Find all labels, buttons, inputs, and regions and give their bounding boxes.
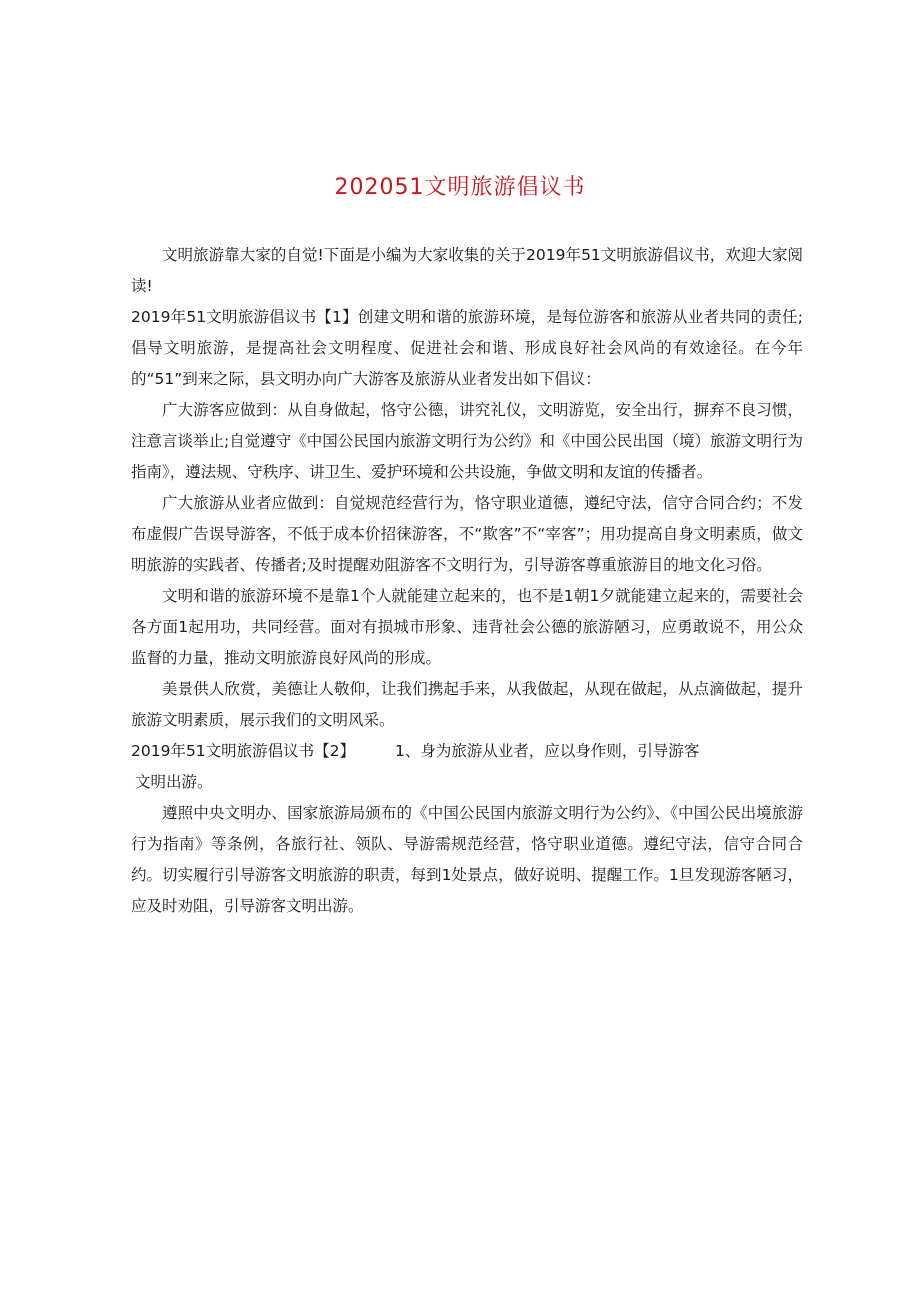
closing-paragraph: 美景供人欣赏，美德让人敬仰，让我们携起手来，从我做起，从现在做起，从点滴做起，提升旅游文明素质，展示我们的文明风采。 [131, 680, 803, 729]
document-body [131, 240, 803, 922]
environment-paragraph: 文明和谐的旅游环境不是靠1个人就能建立起来的，也不是1朝1夕就能建立起来的，需要社会各方面1起用功，共同经营。面对有损城市形象、违背社会公德的旅游陋习，应勇敢说不，用公众监督的力量，推动文明旅游良好风尚的形成。 [131, 587, 803, 667]
section-2-item-1-continuation: 文明出游。 [135, 773, 213, 791]
section-2-item-1: 1、身为旅游从业者，应以身作则，引导游客 [395, 742, 700, 760]
document-title: 202051文明旅游倡议书 [334, 175, 586, 200]
guidelines-paragraph: 遵照中央文明办、国家旅游局颁布的《中国公民国内旅游文明行为公约》、《中国公民出境旅游行为指南》等条例，各旅行社、领队、导游需规范经营，恪守职业道德。遵纪守法，信守合同合约。切实履行引导游客文明旅游的职责，每到1处景点，做好说明、提醒工作。1旦发现游客陋习，应及时劝阻，引导游客文明出游。 [131, 804, 803, 915]
intro-paragraph: 文明旅游靠大家的自觉!下面是小编为大家收集的关于2019年51文明旅游倡议书，欢迎大家阅读! [131, 246, 803, 295]
section-2-heading: 2019年51文明旅游倡议书【2】 [131, 742, 356, 760]
section-2-line [131, 736, 803, 767]
tourists-paragraph: 广大游客应做到：从自身做起，恪守公德，讲究礼仪，文明游览，安全出行，摒弃不良习惯，注意言谈举止;自觉遵守《中国公民国内旅游文明行为公约》和《中国公民出国（境）旅游文明行为指南》，遵法规、守秩序、讲卫生、爱护环境和公共设施，争做文明和友谊的传播者。 [131, 401, 803, 481]
practitioners-paragraph: 广大旅游从业者应做到：自觉规范经营行为，恪守职业道德，遵纪守法，信守合同合约；不发布虚假广告误导游客，不低于成本价招徕游客，不“欺客”不“宰客”；用功提高自身文明素质，做文明旅游的实践者、传播者;及时提醒劝阻游客不文明行为，引导游客尊重旅游目的地文化习俗。 [131, 494, 803, 574]
section-1-paragraph: 2019年51文明旅游倡议书【1】创建文明和谐的旅游环境，是每位游客和旅游从业者共同的责任;倡导文明旅游，是提高社会文明程度、促进社会和谐、形成良好社会风尚的有效途径。在今年的“51”到来之际，县文明办向广大游客及旅游从业者发出如下倡议： [131, 308, 803, 388]
